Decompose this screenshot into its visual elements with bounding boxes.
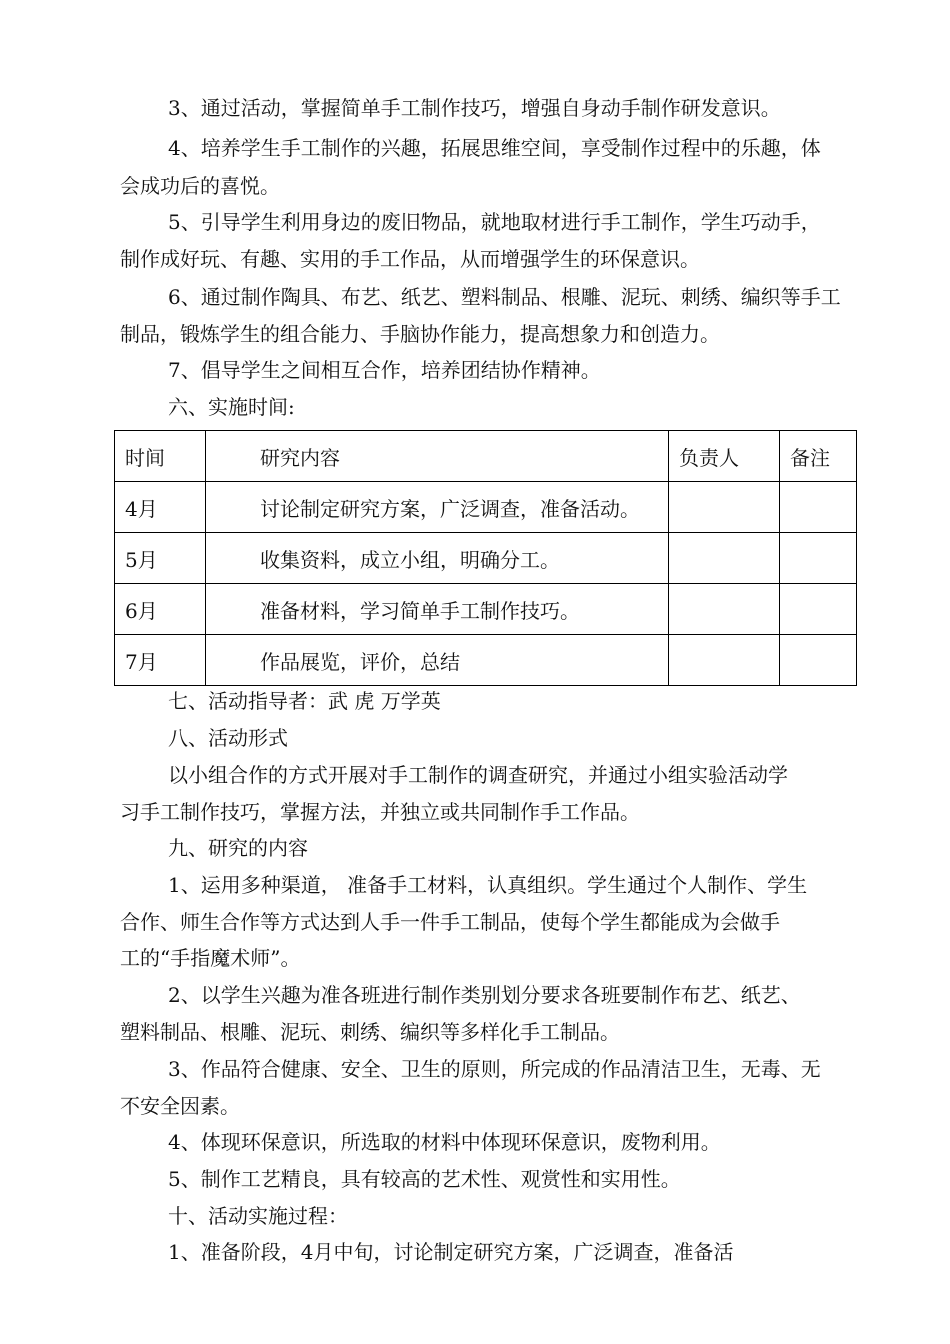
section-7-advisors: 七、活动指导者：武 虎 万学英 [168,689,441,713]
header-content: 研究内容 [206,431,669,482]
content-2-line-1: 2、以学生兴趣为准各班进行制作类别划分要求各班要制作布艺、纸艺、 [168,983,801,1007]
cell-content: 收集资料，成立小组，明确分工。 [206,533,669,584]
table-row [115,482,857,533]
goal-3: 3、通过活动，掌握简单手工制作技巧，增强自身动手制作研发意识。 [168,96,781,120]
cell-owner [669,482,780,533]
cell-owner [669,533,780,584]
content-3-line-1: 3、作品符合健康、安全、卫生的原则，所完成的作品清洁卫生，无毒、无 [168,1057,821,1081]
goal-6-line-2: 制品，锻炼学生的组合能力、手脑协作能力，提高想象力和创造力。 [120,322,720,346]
cell-content: 讨论制定研究方案，广泛调查，准备活动。 [206,482,669,533]
content-2-line-2: 塑料制品、根雕、泥玩、刺绣、编织等多样化手工制品。 [120,1020,620,1044]
cell-time: 4月 [115,482,206,533]
goal-7: 7、倡导学生之间相互合作，培养团结协作精神。 [168,358,601,382]
cell-time: 6月 [115,584,206,635]
table-row [115,533,857,584]
section-8-line-2: 习手工制作技巧，掌握方法，并独立或共同制作手工作品。 [120,800,640,824]
table-row [115,635,857,686]
goal-4-line-1: 4、培养学生手工制作的兴趣，拓展思维空间，享受制作过程中的乐趣，体 [168,136,821,160]
section-8-line-1: 以小组合作的方式开展对手工制作的调查研究，并通过小组实验活动学 [168,763,788,787]
content-1-line-2: 合作、师生合作等方式达到人手一件手工制品，使每个学生都能成为会做手 [120,910,780,934]
cell-time: 7月 [115,635,206,686]
header-owner: 负责人 [669,431,780,482]
section-6-heading: 六、实施时间: [168,395,295,419]
cell-content: 作品展览，评价，总结 [206,635,669,686]
cell-note [780,482,857,533]
header-time: 时间 [115,431,206,482]
goal-5-line-1: 5、引导学生利用身边的废旧物品，就地取材进行手工制作，学生巧动手， [168,210,821,234]
table-row [115,584,857,635]
header-note: 备注 [780,431,857,482]
cell-note [780,635,857,686]
table-header-row [115,431,857,482]
cell-content: 准备材料，学习简单手工制作技巧。 [206,584,669,635]
process-1: 1、准备阶段，4月中旬，讨论制定研究方案，广泛调查，准备活 [168,1240,734,1264]
content-1-line-1: 1、运用多种渠道， 准备手工材料，认真组织。学生通过个人制作、学生 [168,873,808,897]
cell-time: 5月 [115,533,206,584]
content-4: 4、体现环保意识，所选取的材料中体现环保意识，废物利用。 [168,1130,721,1154]
schedule-table [114,430,857,686]
goal-4-line-2: 会成功后的喜悦。 [120,174,280,198]
cell-owner [669,635,780,686]
section-8-heading: 八、活动形式 [168,726,288,750]
cell-note [780,533,857,584]
cell-owner [669,584,780,635]
section-10-heading: 十、活动实施过程： [168,1204,348,1228]
section-9-heading: 九、研究的内容 [168,836,308,860]
content-3-line-2: 不安全因素。 [120,1094,240,1118]
goal-6-line-1: 6、通过制作陶具、布艺、纸艺、塑料制品、根雕、泥玩、刺绣、编织等手工 [168,285,841,309]
cell-note [780,584,857,635]
goal-5-line-2: 制作成好玩、有趣、实用的手工作品，从而增强学生的环保意识。 [120,247,700,271]
content-5: 5、制作工艺精良，具有较高的艺术性、观赏性和实用性。 [168,1167,681,1191]
content-1-line-3: 工的“手指魔术师”。 [120,946,301,970]
